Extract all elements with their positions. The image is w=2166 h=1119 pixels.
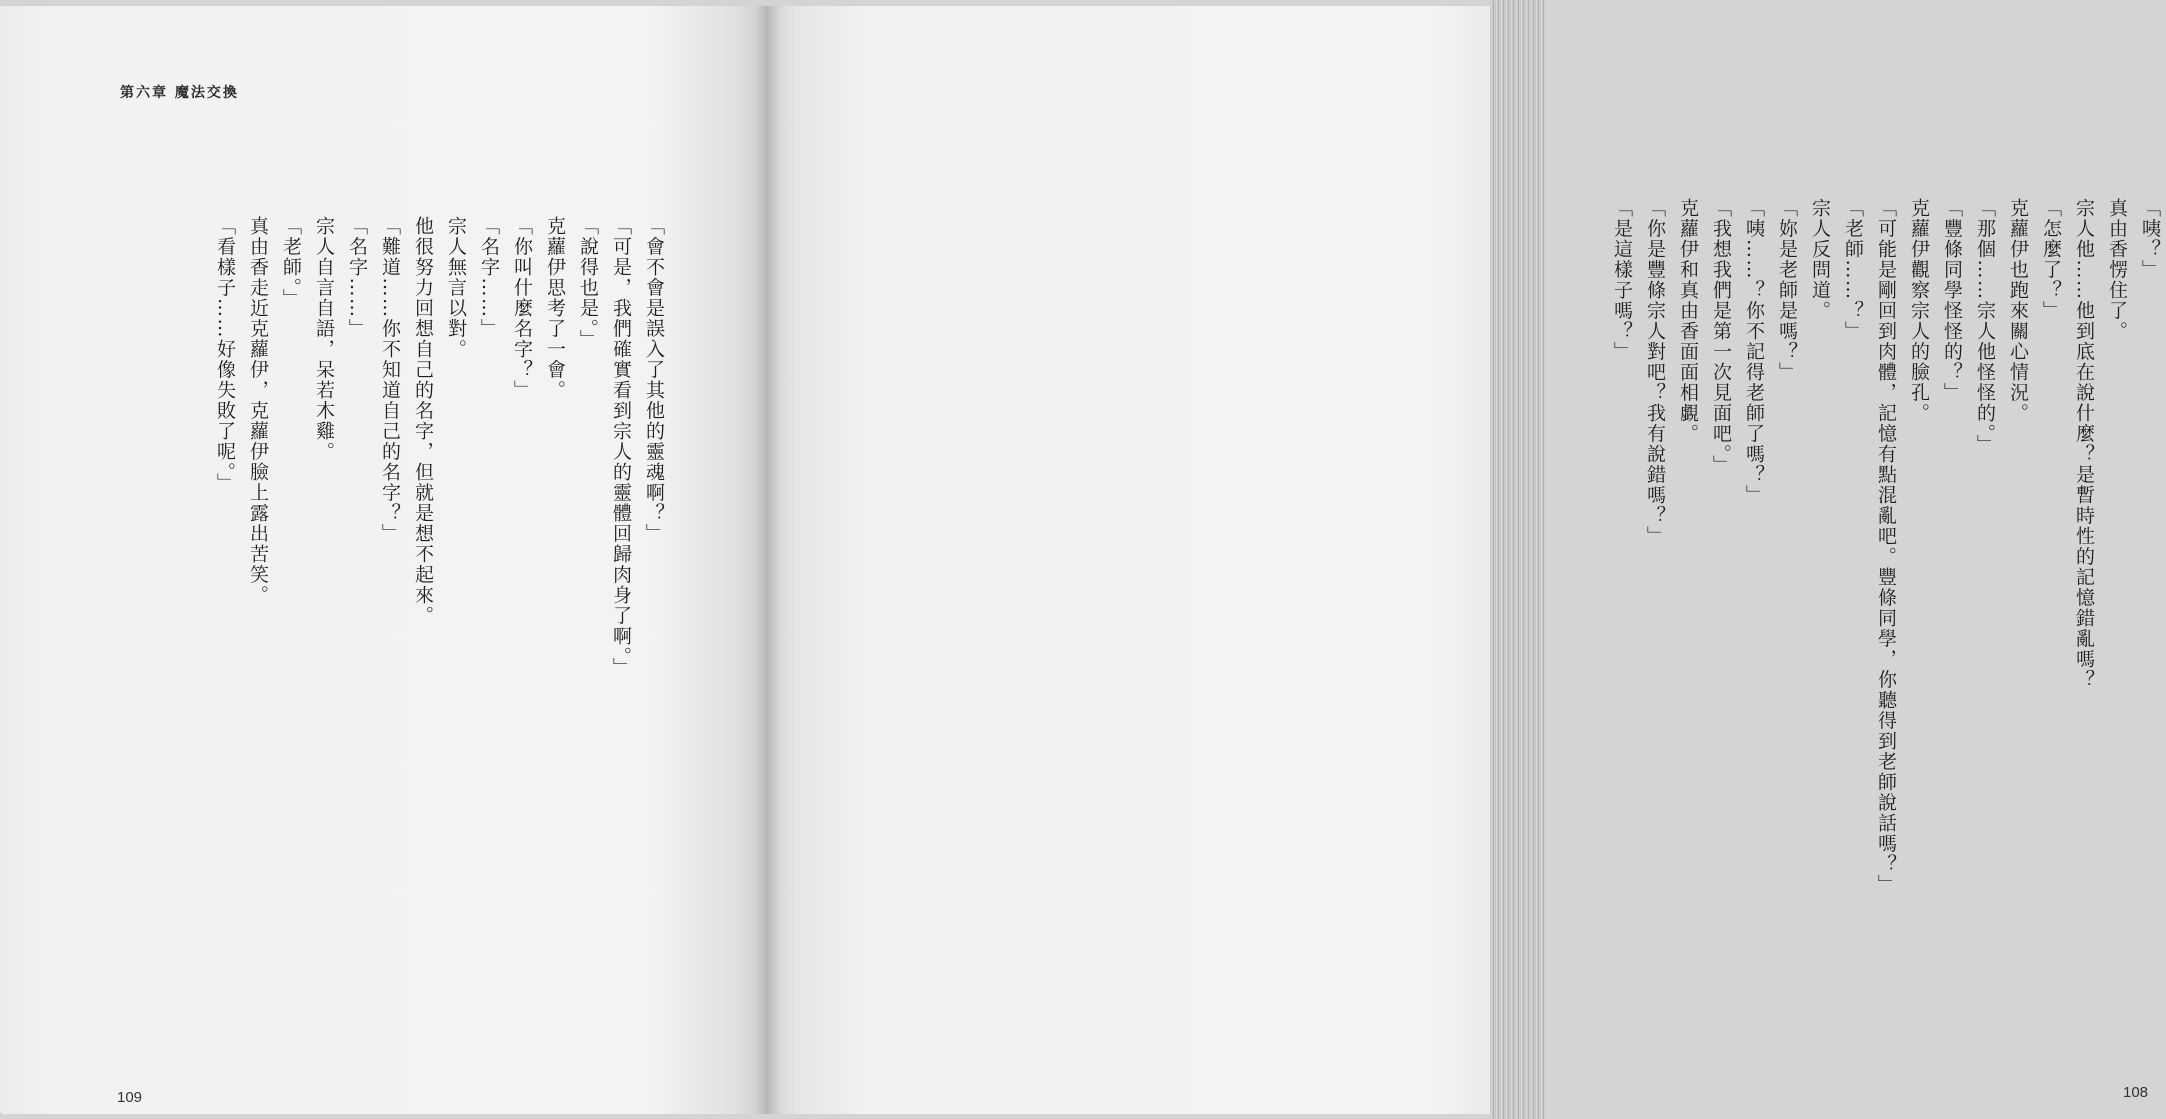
text-line: 「你是豐條宗人對吧？我有說錯嗎？」 [1644,198,1666,547]
left-page-body [208,216,670,1076]
text-line: 克蘿伊觀察宗人的臉孔。 [1908,198,1930,424]
text-line: 宗人反問道。 [1809,198,1831,321]
left-page [0,6,768,1114]
text-line: 克蘿伊和真由香面面相覷。 [1677,198,1699,444]
running-header: 第六章 魔法交換 [120,85,239,101]
text-line: 「老師……？」 [1842,198,1864,342]
text-line: 克蘿伊思考了一會。 [544,216,566,401]
text-line: 「難道……你不知道自己的名字？」 [379,216,401,544]
right-page [768,6,2161,1114]
text-line: 「名字……」 [346,216,368,339]
text-line: 「是這樣子嗎？」 [1611,198,1633,362]
text-line: 克蘿伊也跑來關心情況。 [2007,198,2029,424]
text-line: 「說得也是。」 [577,216,599,350]
book-gutter [756,6,780,1114]
page-block-edge [1490,0,1545,1119]
text-line: 「老師。」 [280,216,302,309]
text-line: 「怎麼了？」 [2040,198,2062,321]
text-line: 宗人他……他到底在說什麼？是暫時性的記憶錯亂嗎？ [2073,198,2095,690]
text-line: 真由香愣住了。 [2106,198,2128,342]
text-line: 「會不會是誤入了其他的靈魂啊？」 [643,216,665,544]
text-line: 「豐條同學怪怪的？」 [1941,198,1963,403]
page-number-right: 108 [2123,1084,2149,1101]
text-line: 真由香走近克蘿伊，克蘿伊臉上露出苦笑。 [247,216,269,606]
text-line: 宗人自言自語，呆若木雞。 [313,216,335,462]
text-line: 「那個……宗人他怪怪的。」 [1974,198,1996,455]
text-line: 「可能是剛回到肉體，記憶有點混亂吧。豐條同學，你聽得到老師說話嗎？」 [1875,198,1897,895]
text-line: 「咦？」 [2139,198,2161,280]
text-line: 「妳是老師是嗎？」 [1776,198,1798,383]
text-line: 「看樣子……好像失敗了呢。」 [214,216,236,494]
text-line: 「我想我們是第一次見面吧。」 [1710,198,1732,476]
right-page-body [1605,198,2166,1078]
text-line: 「咦……？你不記得老師了嗎？」 [1743,198,1765,506]
text-line: 「名字……」 [478,216,500,339]
text-line: 宗人無言以對。 [445,216,467,360]
text-line: 「可是，我們確實看到宗人的靈體回歸肉身了啊。」 [610,216,632,678]
text-line: 「你叫什麼名字？」 [511,216,533,401]
page-number-left: 109 [117,1089,143,1106]
text-line: 他很努力回想自己的名字，但就是想不起來。 [412,216,434,626]
